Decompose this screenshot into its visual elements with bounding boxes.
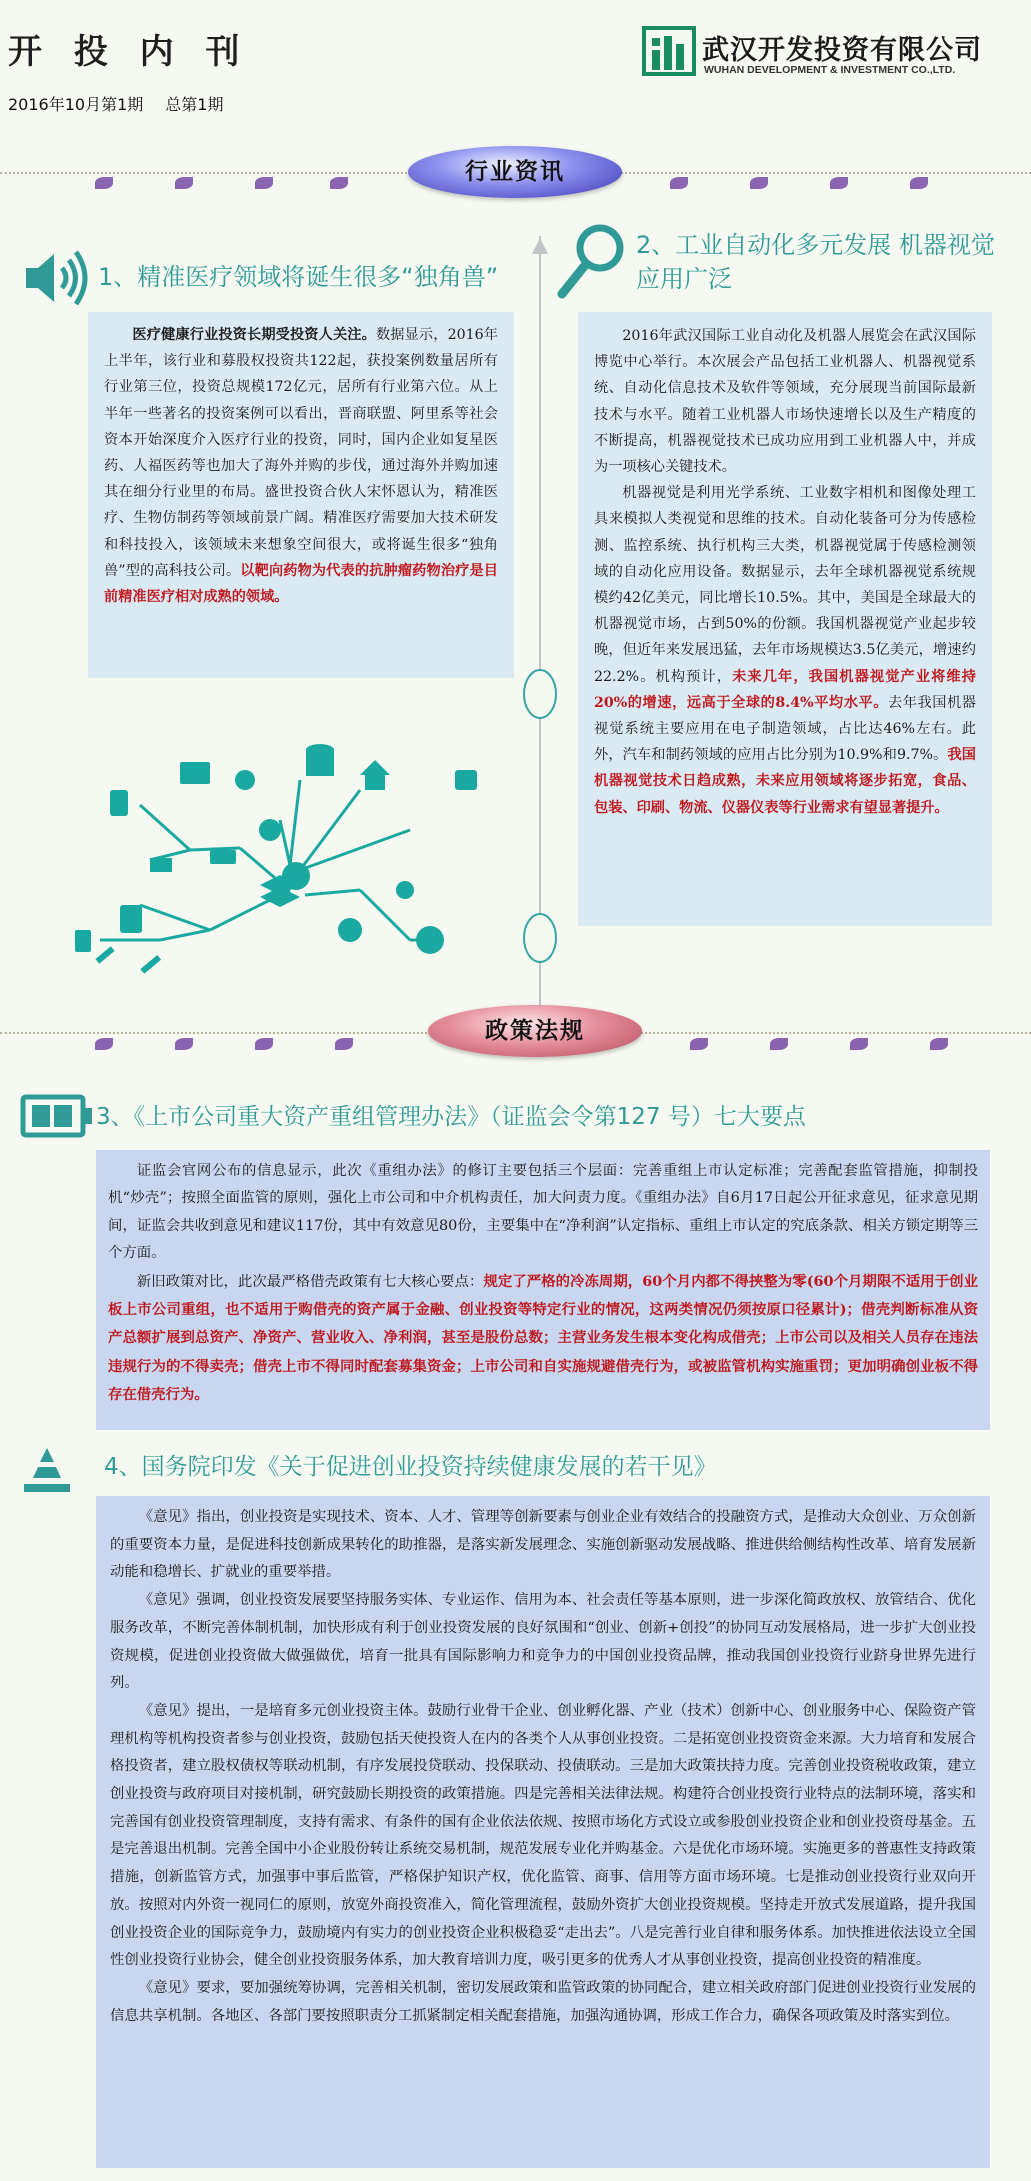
leaf-decoration bbox=[830, 177, 848, 189]
leaf-decoration bbox=[690, 1038, 708, 1050]
section-title-industry: 行业资讯 bbox=[408, 146, 622, 198]
article2-highlight-1: 未来几年，我国机器视觉产业将维持20%的增速，远高于全球的8.4%平均水平。 bbox=[594, 668, 976, 711]
leaf-decoration bbox=[255, 177, 273, 189]
article1-text: 数据显示，2016年上半年，该行业和募股权投资共122起，获投案例数量居所有行业第三位，投资总规模172亿元，居所有行业第六位。从上半年一些著名的投资案例可以看出，晋商联盟、阿里系等社会资本开始深度介入医疗行业的投资，同时，国内企业如复星医药、人福医药等也加大了海外并购的步伐，通过海外并购加速其在细分行业里的布局。盛世投资合伙人宋怀恩认为，精准医疗、生物仿制药等领域前景广阔。精准医疗需要加大技术研发和科技投入，该领域未来想象空间很大，或将诞生很多“独角兽”型的高科技公司。 bbox=[104, 327, 498, 579]
article1-body bbox=[88, 312, 514, 678]
article1-highlight: 以靶向药物为代表的抗肿瘤药物治疗是目前精准医疗相对成熟的领域。 bbox=[104, 562, 498, 606]
article3-paragraph-1: 证监会官网公布的信息显示，此次《重组办法》的修订主要包括三个层面：完善重组上市认定标准；完善配套监管措施，抑制投机“炒壳”；按照全面监管的原则，强化上市公司和中介机构责任，加大问责力度。《重组办法》自6月17日起公开征求意见，征求意见期间，证监会共收到意见和建议117份，其中有效意见80份，主要集中在“净利润”认定指标、重组上市认定的究底条款、相关方锁定期等三个方面。 bbox=[108, 1163, 978, 1262]
article3-highlight: 规定了严格的冷冻周期，60个月内都不得挟整为零(60个月期限不适用于创业板上市公司重组，也不适用于购借壳的资产属于金融、创业投资等特定行业的情况，这两类情况仍须按原口径累计)；借壳判断标准从资产总额扩展到总资产、净资产、营业收入、净利润，甚至是股份总数；主营业务发生根本变化构成借壳；上市公司以及相关人员存在违法违规行为的不得卖壳；借壳上市不得同时配套募集资金；上市公司和自实施规避借壳行为，或被监管机构实施重罚；更加明确创业板不得存在借壳行为。 bbox=[108, 1272, 978, 1404]
article1-lead: 医疗健康行业投资长期受投资人关注。 bbox=[132, 327, 376, 343]
leaf-decoration bbox=[330, 177, 348, 189]
leaf-decoration bbox=[930, 1038, 948, 1050]
speaker-icon bbox=[22, 246, 92, 310]
issue-info bbox=[8, 92, 245, 115]
leaf-decoration bbox=[95, 1038, 113, 1050]
leaf-decoration bbox=[335, 1038, 353, 1050]
leaf-decoration bbox=[910, 177, 928, 189]
article4-body bbox=[96, 1496, 990, 2168]
article1-title: 1、精准医疗领域将诞生很多“独角兽” bbox=[98, 263, 499, 291]
article2-text-2a: 机器视觉是利用光学系统、工业数字相机和图像处理工具来模拟人类视觉和思维的技术。自动化装备可分为传感检测、监控系统、执行机构三大类，机器视觉属于传感检测领域的自动化应用设备。数据显示，去年全球机器视觉系统规模约42亿美元，同比增长10.5%。其中，美国是全球最大的机器视觉市场，占到50%的份额。我国机器视觉产业起步较晚，但近年来发展迅猛，去年市场规模达3.5亿美元，增速约22.2%。机构预计， bbox=[594, 485, 976, 685]
tech-network-illustration bbox=[60, 730, 500, 990]
issue-number: 2016年10月第1期 bbox=[8, 95, 144, 114]
article4-paragraph-1: 《意见》指出，创业投资是实现技术、资本、人才、管理等创新要素与创业企业有效结合的投融资方式，是推动大众创业、万众创新的重要资本力量，是促进科技创新成果转化的助推器，是落实新发展理念、实施创新驱动发展战略、推进供给侧结构性改革、培育发展新动能和稳增长、扩就业的重要举措。 bbox=[110, 1509, 976, 1581]
leaf-decoration bbox=[255, 1038, 273, 1050]
battery-icon bbox=[20, 1094, 94, 1138]
leaf-decoration bbox=[670, 177, 688, 189]
company-name-en: WUHAN DEVELOPMENT & INVESTMENT CO.,LTD. bbox=[704, 64, 956, 76]
section-title-policy: 政策法规 bbox=[428, 1005, 642, 1057]
article2-title: 2、工业自动化多元发展 机器视觉应用广泛 bbox=[636, 231, 995, 293]
article4-paragraph-4: 《意见》要求，要加强统筹协调，完善相关机制，密切发展政策和监管政策的协同配合，建立相关政府部门促进创业投资行业发展的信息共享机制。各地区、各部门要按照职责分工抓紧制定相关配套措施，加强沟通协调，形成工作合力，确保各项政策及时落实到位。 bbox=[110, 1979, 976, 2024]
article2-highlight-2: 我国机器视觉技术日趋成熟，未来应用领域将逐步拓宽，食品、包装、印刷、物流、仪器仪表等行业需求有望显著提升。 bbox=[594, 747, 976, 816]
leaf-decoration bbox=[175, 177, 193, 189]
leaf-decoration bbox=[850, 1038, 868, 1050]
article3-text-2a: 新旧政策对比，此次最严格借壳政策有七大核心要点： bbox=[136, 1273, 484, 1290]
total-issue: 总第1期 bbox=[165, 95, 224, 114]
article3-body bbox=[96, 1150, 990, 1430]
article2-text-2c: 去年我国机器视觉系统主要应用在电子制造领域，占比达46%左右。此外，汽车和制药领域的应用占比分别为10.9%和9.7%。 bbox=[594, 694, 976, 764]
magnifier-icon bbox=[556, 222, 628, 302]
traffic-cone-icon bbox=[22, 1446, 72, 1496]
article2-body bbox=[578, 312, 992, 926]
article2-paragraph-1: 2016年武汉国际工业自动化及机器人展览会在武汉国际博览中心举行。本次展会产品包括工业机器人、机器视觉系统、自动化信息技术及软件等领域，充分展现当前国际最新技术与水平。随着工业机器人市场快速增长以及生产精度的不断提高，机器视觉技术已成功应用到工业机器人中，并成为一项核心关键技术。 bbox=[594, 328, 976, 476]
article4-paragraph-3: 《意见》提出，一是培育多元创业投资主体。鼓励行业骨干企业、创业孵化器、产业（技术）创新中心、创业服务中心、保险资产管理机构等机构投资者参与创业投资，鼓励包括天使投资人在内的各类个人从事创业投资。二是拓宽创业投资资金来源。大力培育和发展合格投资者，建立股权债权等联动机制，有序发展投贷联动、投保联动、投债联动。三是加大政策扶持力度。完善创业投资税收政策，建立创业投资与政府项目对接机制，研究鼓励长期投资的政策措施。四是完善相关法律法规。构建符合创业投资行业特点的法制环境，落实和完善国有创业投资管理制度，支持有需求、有条件的国有企业依法依规、按照市场化方式设立或参股创业投资企业和创业投资母基金。五是完善退出机制。完善全国中小企业股份转让系统交易机制，规范发展专业化并购基金。六是优化市场环境。实施更多的普惠性支持政策措施，创新监管方式，加强事中事后监管，严格保护知识产权，优化监管、商事、信用等方面市场环境。七是推动创业投资行业双向开放。按照对内外资一视同仁的原则，放宽外商投资准入，简化管理流程，鼓励外资扩大创业投资规模。坚持走开放式发展道路，提升我国创业投资企业的国际竞争力，鼓励境内有实力的创业投资企业积极稳妥“走出去”。八是完善行业自律和服务体系。加快推进依法设立全国性创业投资行业协会，健全创业投资服务体系，加大教育培训力度，吸引更多的优秀人才从事创业投资，提高创业投资的精准度。 bbox=[110, 1702, 976, 1969]
article4-paragraph-2: 《意见》强调，创业投资发展要坚持服务实体、专业运作、信用为本、社会责任等基本原则，进一步深化简政放权、放管结合、优化服务改革，不断完善体制机制，加快形成有利于创业投资发展的良好氛围和“创业、创新+创投”的协同互动发展格局，进一步扩大创业投资规模，促进创业投资做大做强做优，培育一批具有国际影响力和竞争力的中国创业投资品牌，推动我国创业投资行业跻身世界先进行列。 bbox=[110, 1592, 976, 1692]
company-logo-icon bbox=[642, 26, 696, 76]
magazine-title: 开 投 内 刊 bbox=[8, 32, 250, 72]
leaf-decoration bbox=[750, 177, 768, 189]
leaf-decoration bbox=[770, 1038, 788, 1050]
article3-title: 3、《上市公司重大资产重组管理办法》（证监会令第127 号）七大要点 bbox=[96, 1104, 806, 1130]
leaf-decoration bbox=[95, 177, 113, 189]
company-name-cn: 武汉开发投资有限公司 bbox=[702, 35, 982, 66]
leaf-decoration bbox=[175, 1038, 193, 1050]
timeline-decoration bbox=[520, 236, 560, 1036]
company-logo bbox=[642, 26, 1012, 82]
article4-title: 4、国务院印发《关于促进创业投资持续健康发展的若干见》 bbox=[104, 1454, 717, 1480]
